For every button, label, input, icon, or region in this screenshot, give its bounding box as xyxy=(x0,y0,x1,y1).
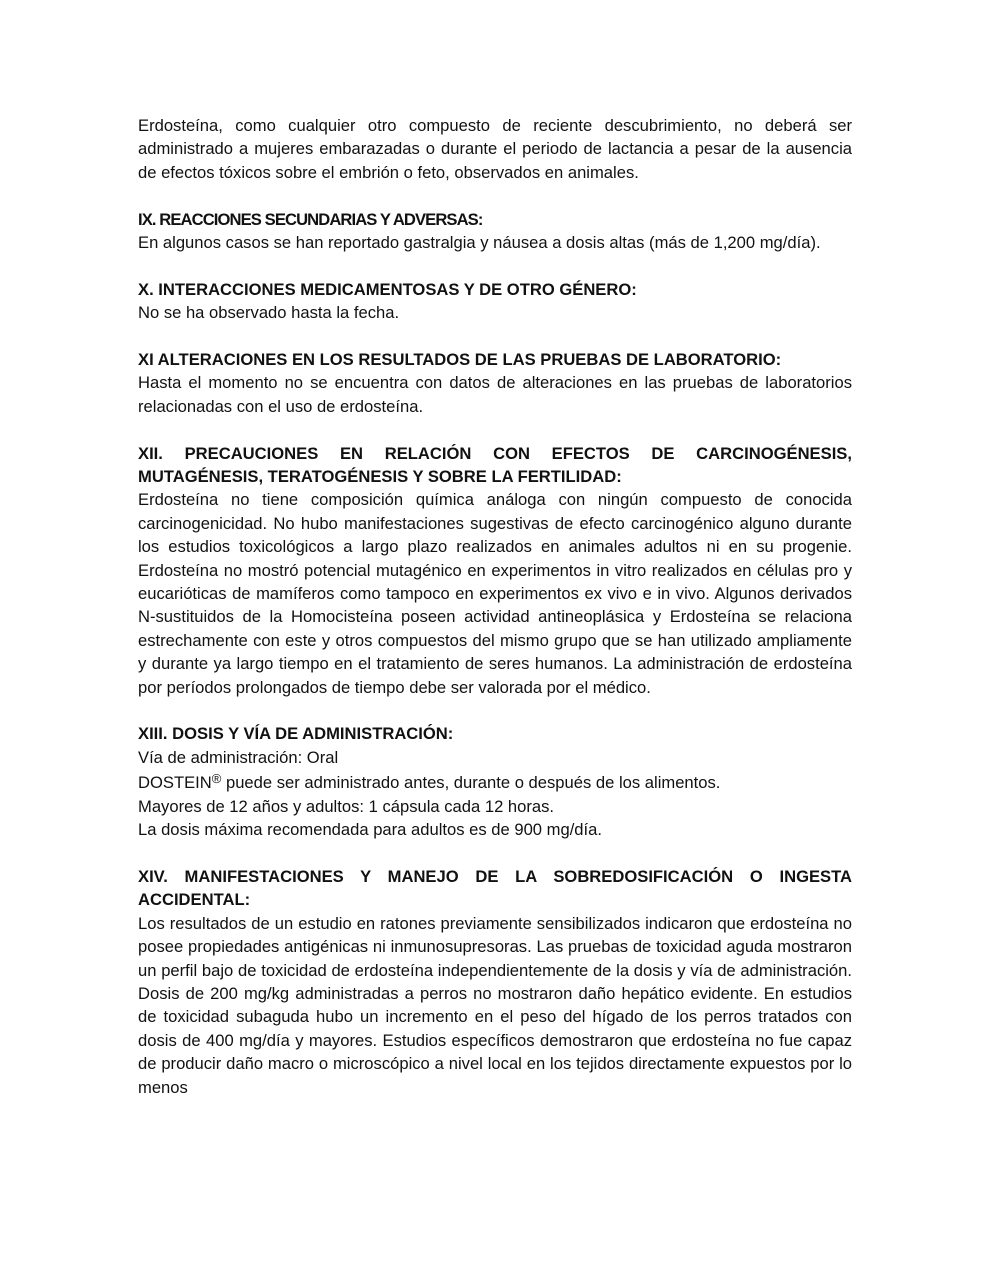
registered-mark: ® xyxy=(211,771,222,787)
brand-line-text: puede ser administrado antes, durante o después de los alimentos. xyxy=(221,773,721,793)
section-ix-heading: IX. REACCIONES SECUNDARIAS Y ADVERSAS: xyxy=(138,209,483,229)
section-xiii-heading: XIII. DOSIS Y VÍA DE ADMINISTRACIÓN: xyxy=(138,724,454,744)
section-xiii-max-dose: La dosis máxima recomendada para adultos es de 900 mg/día. xyxy=(138,820,602,840)
section-xiii xyxy=(138,722,852,841)
section-xiv xyxy=(138,865,852,1099)
section-xiv-heading: XIV. MANIFESTACIONES Y MANEJO DE LA SOBREDOSIFICACIÓN O INGESTA ACCIDENTAL: xyxy=(138,866,852,910)
document-page xyxy=(138,114,852,1122)
section-xi-body: Hasta el momento no se encuentra con datos de alteraciones en las pruebas de laboratorios relacionadas con el uso de erdosteína. xyxy=(138,373,852,416)
section-xiii-route: Vía de administración: Oral xyxy=(138,747,339,767)
intro-paragraph: Erdosteína, como cualquier otro compuesto de reciente descubrimiento, no deberá ser administrado a mujeres embarazadas o durante el periodo de lactancia a pesar de la ausencia de efectos tóxicos sobre el embrión o feto, observados en animales. xyxy=(138,116,852,182)
section-xiv-body: Los resultados de un estudio en ratones previamente sensibilizados indicaron que erdosteína no posee propiedades antigénicas ni inmunosupresoras. Las pruebas de toxicidad aguda mostraron un perfil bajo de toxicidad de erdosteína independientemente de la dosis y vía de administración. Dosis de 200 mg/kg administradas a perros no mostraron daño hepático evidente. En estudios de toxicidad subaguda hubo un incremento en el peso del hígado de los perros tratados con dosis de 400 mg/día y mayores. Estudios específicos demostraron que erdosteína no fue capaz de producir daño macro o microscópico a nivel local en los tejidos directamente expuestos por lo menos xyxy=(138,913,852,1097)
section-xii-heading: XII. PRECAUCIONES EN RELACIÓN CON EFECTOS DE CARCINOGÉNESIS, MUTAGÉNESIS, TERATOGÉNESIS Y SOBRE LA FERTILIDAD: xyxy=(138,443,852,487)
section-xii xyxy=(138,442,852,699)
section-xiii-adults: Mayores de 12 años y adultos: 1 cápsula cada 12 horas. xyxy=(138,796,555,816)
section-xii-body: Erdosteína no tiene composición química análoga con ningún compuesto de conocida carcinogenicidad. No hubo manifestaciones sugestivas de efecto carcinogénico alguno durante los estudios toxicológicos a largo plazo realizados en animales adultos ni en su progenie. Erdosteína no mostró potencial mutagénico en experimentos in vitro realizados en células pro y eucarióticas de mamíferos como tampoco en experimentos ex vivo e in vivo. Algunos derivados N-sustituidos de la Homocisteína poseen actividad antineoplásica y Erdosteína se relaciona estrechamente con este y otros compuestos del mismo grupo que se han utilizado ampliamente y durante ya largo tiempo en el tratamiento de seres humanos. La administración de erdosteína por períodos prolongados de tiempo debe ser valorada por el médico. xyxy=(138,490,852,697)
section-xi xyxy=(138,348,852,418)
section-ix-body: En algunos casos se han reportado gastralgia y náusea a dosis altas (más de 1,200 mg/día). xyxy=(138,233,821,253)
intro-section xyxy=(138,114,852,184)
brand-name: DOSTEIN xyxy=(138,773,212,793)
section-xi-heading: XI ALTERACIONES EN LOS RESULTADOS DE LAS PRUEBAS DE LABORATORIO: xyxy=(138,350,782,370)
section-ix xyxy=(138,208,852,255)
section-x-body: No se ha observado hasta la fecha. xyxy=(138,303,400,323)
section-x-heading: X. INTERACCIONES MEDICAMENTOSAS Y DE OTRO GÉNERO: xyxy=(138,279,637,299)
section-x xyxy=(138,278,852,325)
section-xiii-brand-line xyxy=(138,771,852,794)
